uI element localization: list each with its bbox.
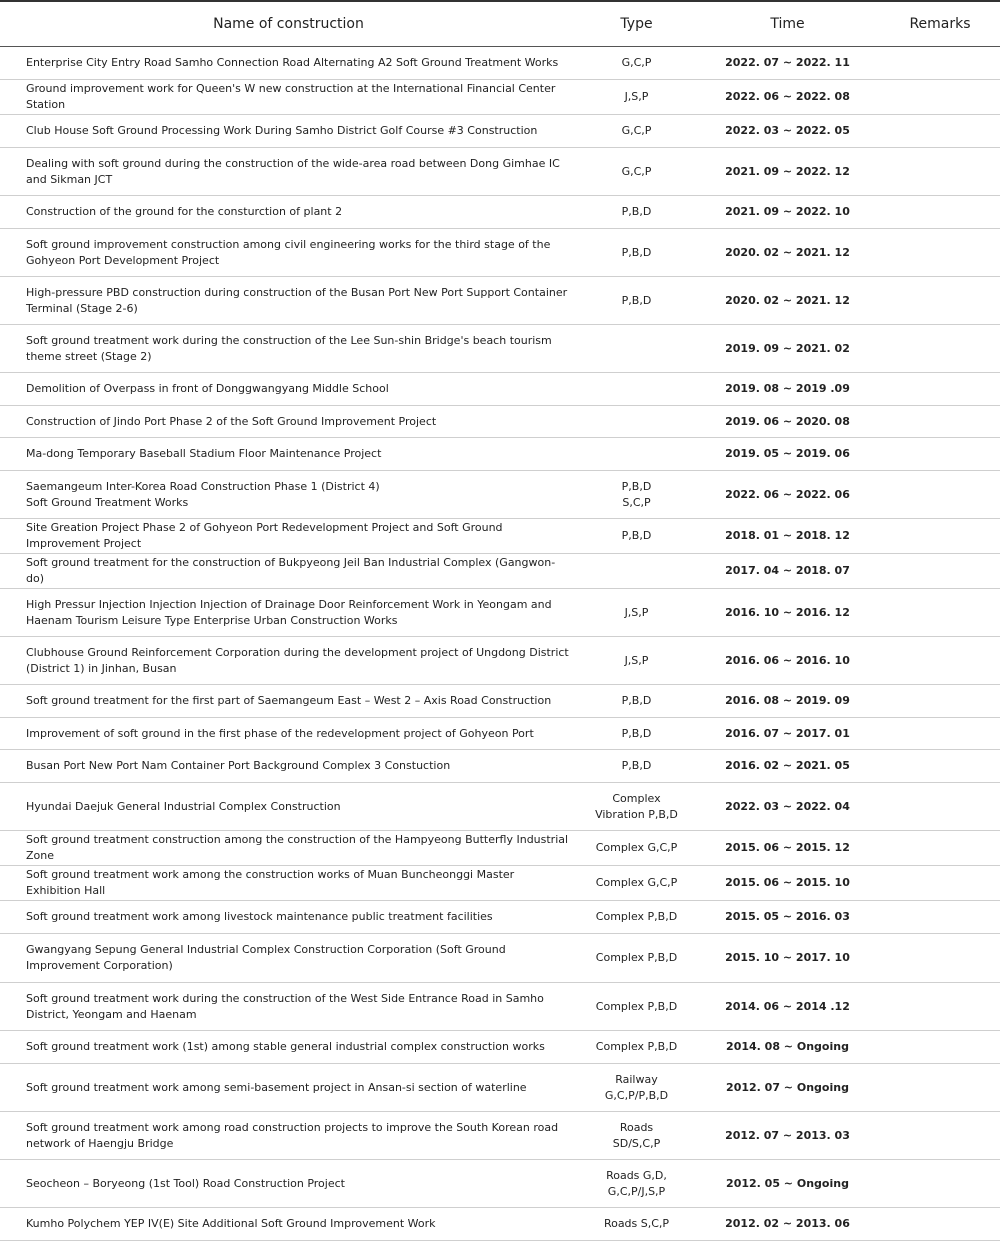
- cell-type: P,B,D: [578, 277, 695, 325]
- cell-time: 2022. 07 ~ 2022. 11: [695, 47, 880, 80]
- cell-time: 2015. 10 ~ 2017. 10: [695, 934, 880, 983]
- cell-name: Improvement of soft ground in the first phase of the redevelopment project of Gohyeon Port: [0, 718, 578, 750]
- cell-remarks: [880, 983, 1000, 1031]
- cell-type: Complex P,B,D: [578, 901, 695, 934]
- table-row: [0, 1031, 1000, 1064]
- cell-remarks: [880, 519, 1000, 554]
- cell-type: P,B,D S,C,P: [578, 471, 695, 519]
- cell-time: 2012. 07 ~ Ongoing: [695, 1064, 880, 1112]
- cell-type: J,S,P: [578, 80, 695, 115]
- cell-time: 2014. 08 ~ Ongoing: [695, 1031, 880, 1064]
- cell-name: Demolition of Overpass in front of Donggwangyang Middle School: [0, 373, 578, 406]
- cell-type: Complex P,B,D: [578, 1031, 695, 1064]
- table-row: [0, 519, 1000, 554]
- cell-remarks: [880, 1064, 1000, 1112]
- cell-type: J,S,P: [578, 637, 695, 685]
- cell-remarks: [880, 718, 1000, 750]
- cell-time: 2021. 09 ~ 2022. 12: [695, 148, 880, 196]
- cell-type: [578, 373, 695, 406]
- cell-type: Complex Vibration P,B,D: [578, 783, 695, 831]
- cell-time: 2015. 06 ~ 2015. 10: [695, 866, 880, 901]
- cell-name: Soft ground treatment work among road construction projects to improve the South Korean road network of Haengju Bridge: [0, 1112, 578, 1160]
- table-row: [0, 277, 1000, 325]
- cell-time: 2019. 09 ~ 2021. 02: [695, 325, 880, 373]
- table-row: [0, 831, 1000, 866]
- cell-name: Construction of the ground for the consturction of plant 2: [0, 196, 578, 229]
- cell-remarks: [880, 1112, 1000, 1160]
- table-row: [0, 1160, 1000, 1208]
- cell-name: Seocheon – Boryeong (1st Tool) Road Construction Project: [0, 1160, 578, 1208]
- cell-name: Clubhouse Ground Reinforcement Corporation during the development project of Ungdong District (District 1) in Jinhan, Busan: [0, 637, 578, 685]
- table-row: [0, 325, 1000, 373]
- cell-time: 2015. 06 ~ 2015. 12: [695, 831, 880, 866]
- cell-type: [578, 438, 695, 471]
- cell-time: 2019. 05 ~ 2019. 06: [695, 438, 880, 471]
- cell-type: Roads G,D, G,C,P/J,S,P: [578, 1160, 695, 1208]
- cell-time: 2012. 05 ~ Ongoing: [695, 1160, 880, 1208]
- cell-time: 2017. 04 ~ 2018. 07: [695, 554, 880, 589]
- cell-type: Roads S,C,P: [578, 1208, 695, 1241]
- cell-remarks: [880, 229, 1000, 277]
- cell-type: P,B,D: [578, 229, 695, 277]
- cell-remarks: [880, 1160, 1000, 1208]
- cell-time: 2021. 09 ~ 2022. 10: [695, 196, 880, 229]
- header-name: Name of construction: [0, 1, 578, 47]
- table-row: [0, 1112, 1000, 1160]
- cell-remarks: [880, 373, 1000, 406]
- cell-type: P,B,D: [578, 519, 695, 554]
- table-row: [0, 1208, 1000, 1241]
- table-row: [0, 196, 1000, 229]
- table-row: [0, 80, 1000, 115]
- cell-time: 2022. 03 ~ 2022. 04: [695, 783, 880, 831]
- cell-time: 2012. 02 ~ 2013. 06: [695, 1208, 880, 1241]
- cell-type: Roads SD/S,C,P: [578, 1112, 695, 1160]
- table-row: [0, 934, 1000, 983]
- cell-type: G,C,P: [578, 47, 695, 80]
- table-row: [0, 406, 1000, 438]
- cell-remarks: [880, 277, 1000, 325]
- cell-time: 2022. 06 ~ 2022. 06: [695, 471, 880, 519]
- cell-remarks: [880, 47, 1000, 80]
- cell-type: Complex G,C,P: [578, 866, 695, 901]
- table-row: [0, 866, 1000, 901]
- cell-name: Dealing with soft ground during the construction of the wide-area road between Dong Gimhae IC and Sikman JCT: [0, 148, 578, 196]
- cell-name: Soft ground treatment work during the construction of the Lee Sun-shin Bridge's beach tourism theme street (Stage 2): [0, 325, 578, 373]
- cell-type: P,B,D: [578, 685, 695, 718]
- cell-type: G,C,P: [578, 148, 695, 196]
- cell-remarks: [880, 80, 1000, 115]
- table-row: [0, 750, 1000, 783]
- table-row: [0, 47, 1000, 80]
- cell-type: Complex P,B,D: [578, 983, 695, 1031]
- cell-type: Railway G,C,P/P,B,D: [578, 1064, 695, 1112]
- cell-name: Soft ground treatment work among livestock maintenance public treatment facilities: [0, 901, 578, 934]
- cell-remarks: [880, 438, 1000, 471]
- table-row: [0, 783, 1000, 831]
- cell-name: Soft ground treatment work among semi-basement project in Ansan-si section of waterline: [0, 1064, 578, 1112]
- table-row: [0, 901, 1000, 934]
- cell-name: Saemangeum Inter-Korea Road Construction Phase 1 (District 4) Soft Ground Treatment Works: [0, 471, 578, 519]
- cell-remarks: [880, 637, 1000, 685]
- cell-time: 2012. 07 ~ 2013. 03: [695, 1112, 880, 1160]
- cell-time: 2020. 02 ~ 2021. 12: [695, 229, 880, 277]
- table-row: [0, 637, 1000, 685]
- cell-remarks: [880, 471, 1000, 519]
- table-row: [0, 983, 1000, 1031]
- cell-type: P,B,D: [578, 718, 695, 750]
- cell-type: [578, 554, 695, 589]
- cell-name: Soft ground treatment work among the construction works of Muan Buncheonggi Master Exhibition Hall: [0, 866, 578, 901]
- cell-time: 2016. 07 ~ 2017. 01: [695, 718, 880, 750]
- cell-type: Complex G,C,P: [578, 831, 695, 866]
- cell-remarks: [880, 148, 1000, 196]
- cell-name: Kumho Polychem YEP IV(E) Site Additional Soft Ground Improvement Work: [0, 1208, 578, 1241]
- cell-remarks: [880, 934, 1000, 983]
- cell-type: G,C,P: [578, 115, 695, 148]
- cell-remarks: [880, 1031, 1000, 1064]
- cell-time: 2019. 08 ~ 2019 .09: [695, 373, 880, 406]
- header-type: Type: [578, 1, 695, 47]
- cell-type: [578, 406, 695, 438]
- cell-remarks: [880, 685, 1000, 718]
- cell-time: 2022. 06 ~ 2022. 08: [695, 80, 880, 115]
- table-row: [0, 229, 1000, 277]
- cell-remarks: [880, 783, 1000, 831]
- table-row: [0, 438, 1000, 471]
- cell-name: Ground improvement work for Queen's W new construction at the International Financial Center Station: [0, 80, 578, 115]
- cell-time: 2018. 01 ~ 2018. 12: [695, 519, 880, 554]
- cell-name: Soft ground treatment work (1st) among stable general industrial complex construction works: [0, 1031, 578, 1064]
- cell-name: Soft ground treatment work during the construction of the West Side Entrance Road in Samho District, Yeongam and Haenam: [0, 983, 578, 1031]
- cell-remarks: [880, 115, 1000, 148]
- cell-type: P,B,D: [578, 196, 695, 229]
- cell-time: 2015. 05 ~ 2016. 03: [695, 901, 880, 934]
- cell-remarks: [880, 831, 1000, 866]
- cell-time: 2020. 02 ~ 2021. 12: [695, 277, 880, 325]
- table-row: [0, 1064, 1000, 1112]
- cell-remarks: [880, 589, 1000, 637]
- cell-name: Soft ground treatment construction among the construction of the Hampyeong Butterfly Industrial Zone: [0, 831, 578, 866]
- cell-time: 2016. 10 ~ 2016. 12: [695, 589, 880, 637]
- cell-type: J,S,P: [578, 589, 695, 637]
- table-body: [0, 47, 1000, 1241]
- cell-remarks: [880, 901, 1000, 934]
- table-row: [0, 148, 1000, 196]
- cell-type: Complex P,B,D: [578, 934, 695, 983]
- cell-name: Site Greation Project Phase 2 of Gohyeon Port Redevelopment Project and Soft Ground Improvement Project: [0, 519, 578, 554]
- cell-name: Enterprise City Entry Road Samho Connection Road Alternating A2 Soft Ground Treatment Works: [0, 47, 578, 80]
- cell-time: 2022. 03 ~ 2022. 05: [695, 115, 880, 148]
- cell-name: Gwangyang Sepung General Industrial Complex Construction Corporation (Soft Ground Improvement Corporation): [0, 934, 578, 983]
- cell-remarks: [880, 750, 1000, 783]
- cell-remarks: [880, 196, 1000, 229]
- cell-remarks: [880, 554, 1000, 589]
- cell-time: 2014. 06 ~ 2014 .12: [695, 983, 880, 1031]
- cell-type: [578, 325, 695, 373]
- cell-name: Soft ground improvement construction among civil engineering works for the third stage of the Gohyeon Port Development Project: [0, 229, 578, 277]
- cell-name: Hyundai Daejuk General Industrial Complex Construction: [0, 783, 578, 831]
- table-row: [0, 589, 1000, 637]
- cell-name: High-pressure PBD construction during construction of the Busan Port New Port Support Container Terminal (Stage 2-6): [0, 277, 578, 325]
- cell-name: High Pressur Injection Injection Injection of Drainage Door Reinforcement Work in Yeongam and Haenam Tourism Leisure Type Enterprise Urban Construction Works: [0, 589, 578, 637]
- cell-remarks: [880, 325, 1000, 373]
- cell-name: Soft ground treatment for the first part of Saemangeum East – West 2 – Axis Road Construction: [0, 685, 578, 718]
- table-row: [0, 115, 1000, 148]
- cell-name: Construction of Jindo Port Phase 2 of the Soft Ground Improvement Project: [0, 406, 578, 438]
- table-row: [0, 373, 1000, 406]
- cell-remarks: [880, 1208, 1000, 1241]
- header-remarks: Remarks: [880, 1, 1000, 47]
- cell-name: Club House Soft Ground Processing Work During Samho District Golf Course #3 Construction: [0, 115, 578, 148]
- cell-time: 2016. 08 ~ 2019. 09: [695, 685, 880, 718]
- cell-name: Busan Port New Port Nam Container Port Background Complex 3 Constuction: [0, 750, 578, 783]
- cell-time: 2016. 06 ~ 2016. 10: [695, 637, 880, 685]
- cell-name: Soft ground treatment for the construction of Bukpyeong Jeil Ban Industrial Complex (Gangwon-do): [0, 554, 578, 589]
- cell-remarks: [880, 866, 1000, 901]
- table-row: [0, 685, 1000, 718]
- header-row: [0, 1, 1000, 47]
- cell-time: 2016. 02 ~ 2021. 05: [695, 750, 880, 783]
- cell-name: Ma-dong Temporary Baseball Stadium Floor Maintenance Project: [0, 438, 578, 471]
- table-row: [0, 471, 1000, 519]
- table-row: [0, 718, 1000, 750]
- cell-time: 2019. 06 ~ 2020. 08: [695, 406, 880, 438]
- cell-remarks: [880, 406, 1000, 438]
- header-time: Time: [695, 1, 880, 47]
- table-row: [0, 554, 1000, 589]
- cell-type: P,B,D: [578, 750, 695, 783]
